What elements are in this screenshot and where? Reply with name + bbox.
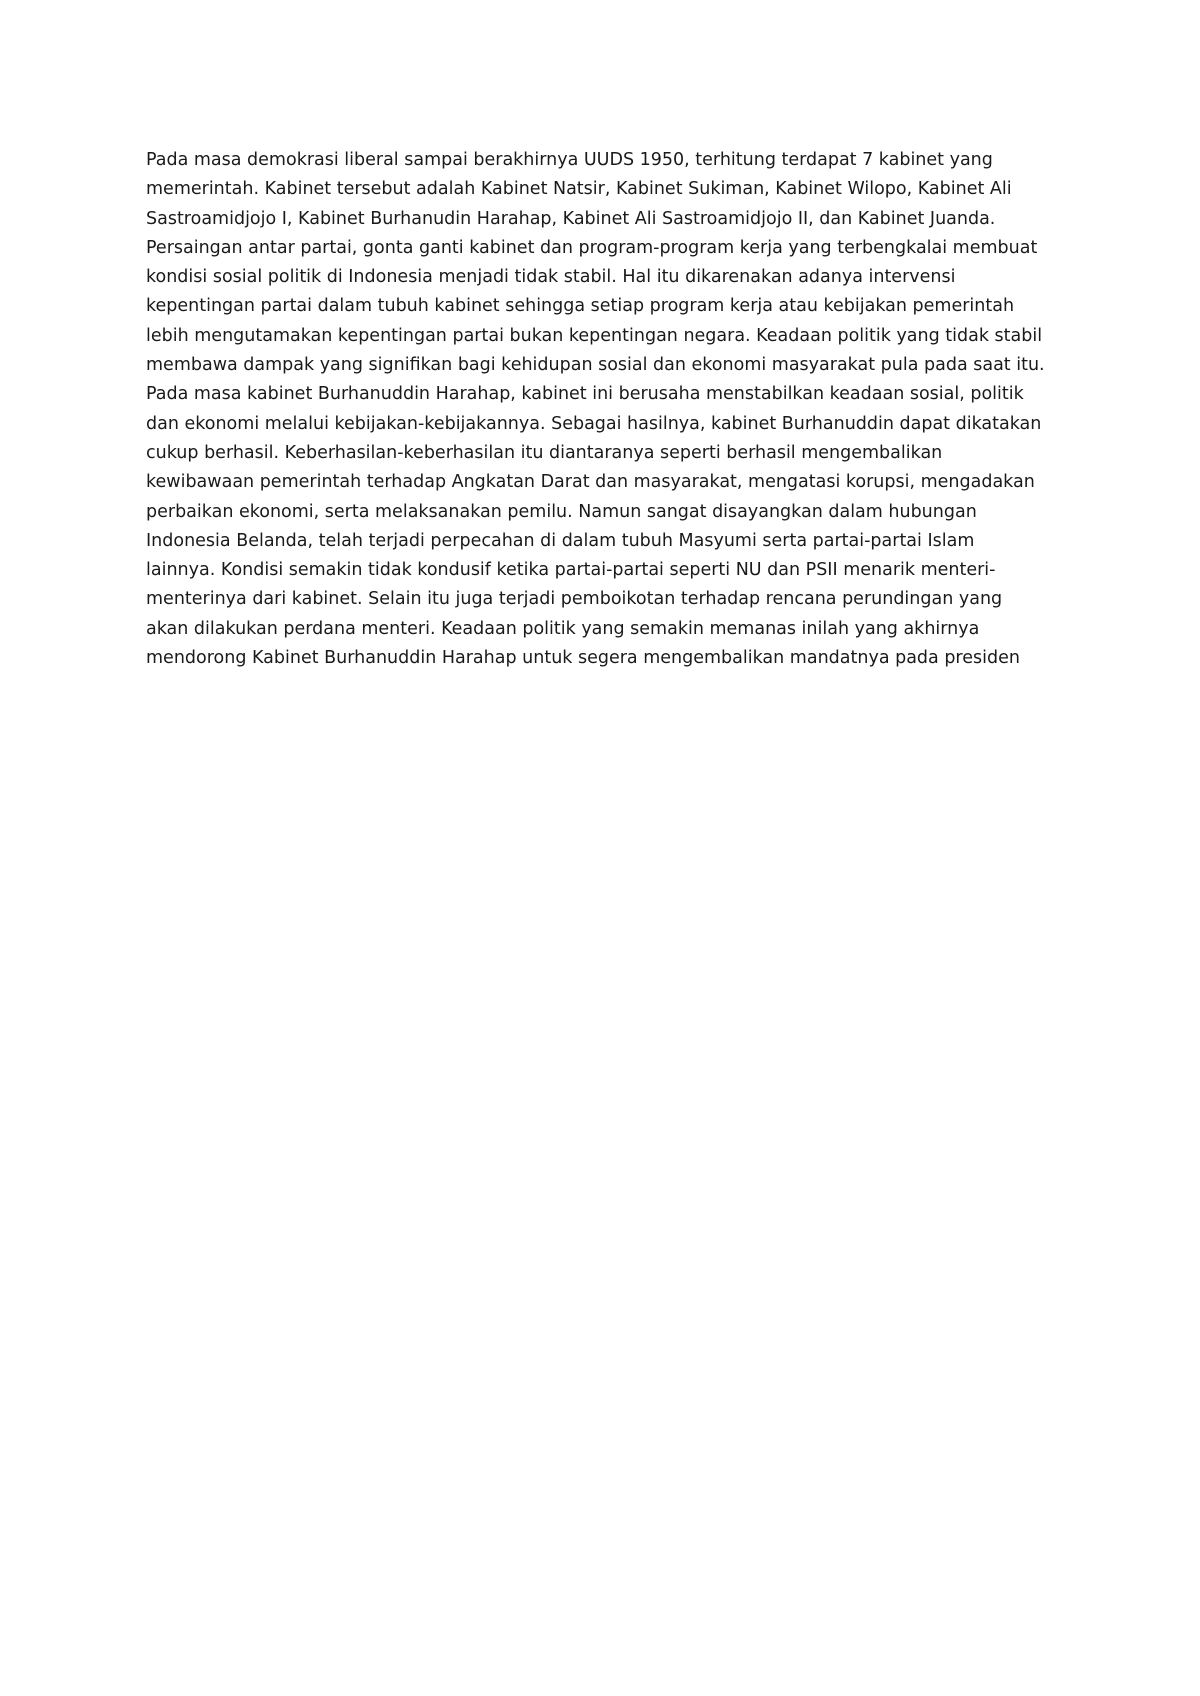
paragraph-line: menterinya dari kabinet. Selain itu juga terjadi pemboikotan terhadap rencana perundingan yang: [146, 589, 1003, 610]
paragraph-line: akan dilakukan perdana menteri. Keadaan politik yang semakin memanas inilah yang akhirnya: [146, 618, 980, 639]
paragraph-line: Indonesia Belanda, telah terjadi perpecahan di dalam tubuh Masyumi serta partai-partai Islam: [146, 530, 975, 551]
paragraph-line: lebih mengutamakan kepentingan partai bukan kepentingan negara. Keadaan politik yang tidak stabil: [146, 325, 1043, 346]
paragraph-line: kewibawaan pemerintah terhadap Angkatan Darat dan masyarakat, mengatasi korupsi, mengadakan: [146, 472, 1035, 493]
paragraph-line: Pada masa demokrasi liberal sampai berakhirnya UUDS 1950, terhitung terdapat 7 kabinet yang: [146, 150, 993, 170]
paragraph-line: Pada masa kabinet Burhanuddin Harahap, kabinet ini berusaha menstabilkan keadaan sosial, politik: [146, 384, 1024, 405]
paragraph-line: dan ekonomi melalui kebijakan-kebijakannya. Sebagai hasilnya, kabinet Burhanuddin dapat dikatakan: [146, 413, 1042, 434]
paragraph-line: Persaingan antar partai, gonta ganti kabinet dan program-program kerja yang terbengkalai membuat: [146, 237, 1038, 258]
body-paragraph: [146, 146, 1066, 673]
paragraph-line: kepentingan partai dalam tubuh kabinet sehingga setiap program kerja atau kebijakan pemerintah: [146, 296, 1015, 317]
paragraph-line: lainnya. Kondisi semakin tidak kondusif ketika partai-partai seperti NU dan PSII menarik menteri-: [146, 560, 996, 581]
paragraph-line: mendorong Kabinet Burhanuddin Harahap untuk segera mengembalikan mandatnya pada presiden: [146, 648, 1020, 669]
paragraph-line: Sastroamidjojo I, Kabinet Burhanudin Harahap, Kabinet Ali Sastroamidjojo II, dan Kabinet Juanda.: [146, 208, 996, 229]
paragraph-line: kondisi sosial politik di Indonesia menjadi tidak stabil. Hal itu dikarenakan adanya intervensi: [146, 267, 956, 288]
paragraph-line: perbaikan ekonomi, serta melaksanakan pemilu. Namun sangat disayangkan dalam hubungan: [146, 501, 977, 522]
paragraph-line: memerintah. Kabinet tersebut adalah Kabinet Natsir, Kabinet Sukiman, Kabinet Wilopo, Kabinet Ali: [146, 179, 1012, 200]
paragraph-line: membawa dampak yang signifikan bagi kehidupan sosial dan ekonomi masyarakat pula pada saat itu.: [146, 355, 1045, 376]
paragraph-line: cukup berhasil. Keberhasilan-keberhasilan itu diantaranya seperti berhasil mengembalikan: [146, 442, 943, 463]
